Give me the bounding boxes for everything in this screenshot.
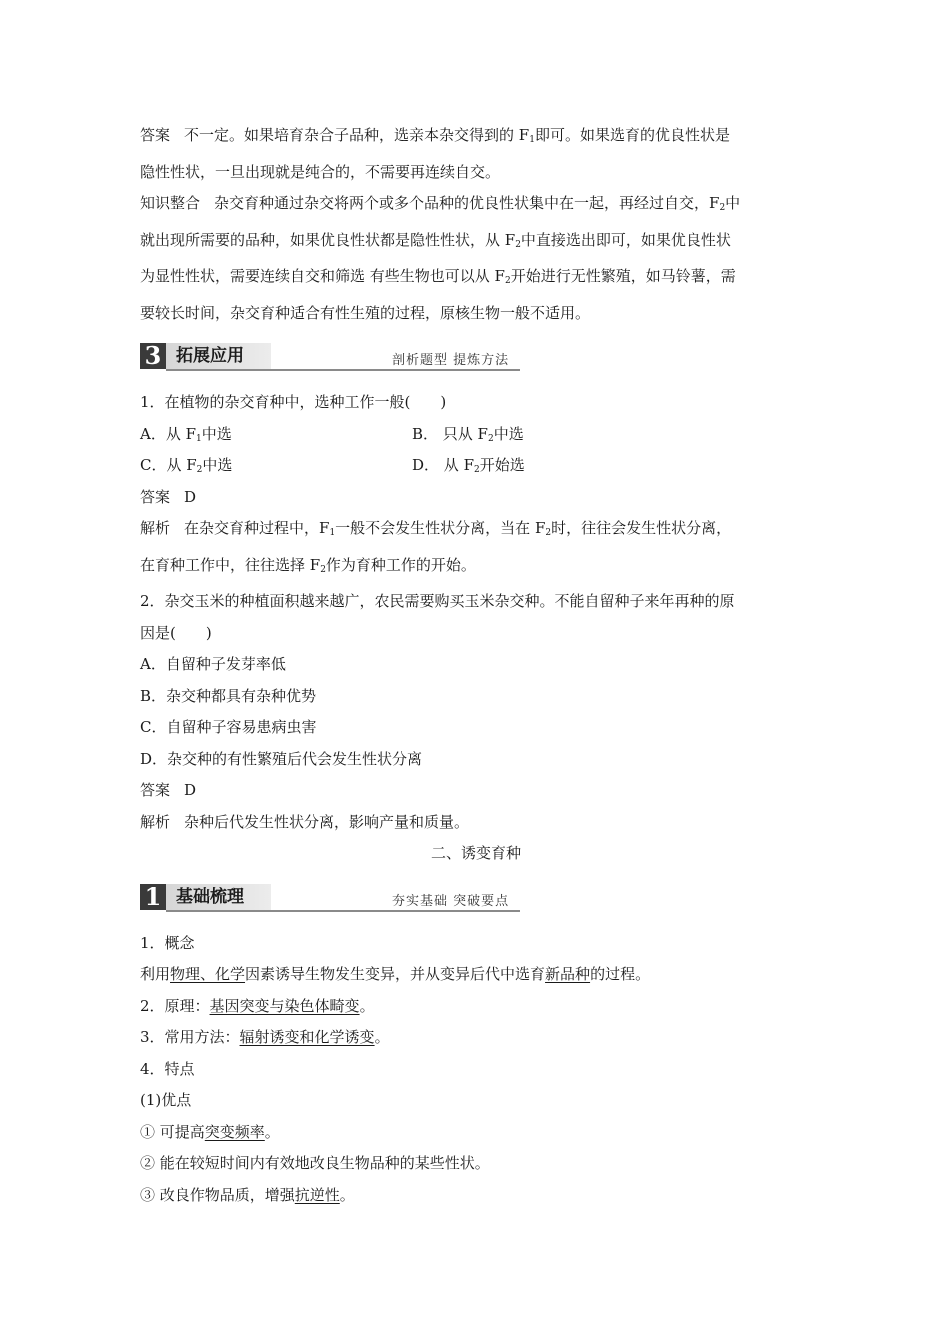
knowledge-paragraph-line1: 知识整合 杂交育种通过杂交将两个或多个品种的优良性状集中在一起，再经过自交，$F_2$中 [140,194,741,213]
banner-number: 3 [140,343,166,369]
basics-concept: 利用物理、化学因素诱导生物发生变异，并从变异后代中选育新品种的过程。 [140,965,651,983]
underlined-term: 抗逆性 [294,1185,340,1204]
banner-title: 基础梳理 [176,886,244,907]
banner-rule [166,369,520,371]
underlined-term: 物理、化学 [170,965,246,983]
underlined-term: 辐射诱变和化学诱变 [239,1028,375,1046]
section-banner-extension [140,339,812,379]
knowledge-paragraph-line2: 就出现所需要的品种，如果优良性状都是隐性性状，从 $F_2$中直接选出即可，如果优良性状 [140,230,731,250]
question-2-option-b: B．杂交种都具有杂种优势 [140,686,317,705]
banner-rule [166,910,520,912]
banner-subtitle: 夯实基础 突破要点 [392,893,510,909]
question-2-option-a: A．自留种子发芽率低 [140,655,286,673]
basics-methods: 3．常用方法：辐射诱变和化学诱变。 [140,1028,390,1046]
question-2-answer: 答案 D [140,781,197,799]
banner-number: 1 [140,884,166,910]
question-1-options-row2 [140,450,812,482]
basics-point-2: ② 能在较短时间内有效地改良生物品种的某些性状。 [140,1154,490,1172]
question-2-analysis: 解析 杂种后代发生性状分离，影响产量和质量。 [140,812,470,831]
document-page [140,120,812,1211]
question-1-option-d: D． 从 $F_2$开始选 [412,456,525,475]
banner-subtitle: 剖析题型 提炼方法 [392,353,510,368]
underlined-term: 基因突变与染色体畸变 [209,996,360,1015]
banner-title: 拓展应用 [176,346,244,366]
knowledge-paragraph-line3: 为显性性状，需要连续自交和筛选 有些生物也可以从 $F_2$开始进行无性繁殖，如马铃薯，需 [140,267,736,286]
question-1-analysis-line1: 解析 在杂交育种过程中，$F_1$一般不会发生性状分离，当在 $F_2$时，往往会发生性状分离， [140,519,732,538]
question-1-answer: 答案 D [140,487,197,506]
question-1-option-a: A．从 $F_1$中选 [140,424,232,444]
knowledge-label: 知识整合 [140,194,201,212]
basics-advantages-heading: (1)优点 [140,1091,192,1109]
answer-label: 答案 [140,126,171,144]
basics-point-1: ① 可提高突变频率。 [140,1122,280,1141]
question-2-stem-line1: 2．杂交玉米的种植面积越来越广，农民需要购买玉米杂交种。不能自留种子来年再种的原 [140,592,735,610]
underlined-term: 突变频率 [204,1122,265,1141]
basics-point-3: ③ 改良作物品质，增强抗逆性。 [140,1185,355,1204]
question-1-analysis-line2: 在育种工作中，往往选择 $F_2$作为育种工作的开始。 [140,555,476,575]
question-1-options-row1 [140,419,812,451]
question-2-option-c: C．自留种子容易患病虫害 [140,718,317,736]
question-1-option-c: C．从 $F_2$中选 [140,456,233,475]
basics-heading-1: 1．概念 [140,933,195,952]
answer-paragraph-line2: 隐性性状，一旦出现就是纯合的，不需要再连续自交。 [140,162,501,181]
question-2-stem-line2: 因是( ) [140,623,212,642]
section-title: 二、诱变育种 [430,844,521,862]
question-2-option-d: D．杂交种的有性繁殖后代会发生性状分离 [140,749,423,768]
answer-paragraph-line1: 答案 不一定。如果培育杂合子品种，选亲本杂交得到的 $F_1$即可。如果选育的优良性状是 [140,126,730,145]
basics-principle: 2．原理：基因突变与染色体畸变。 [140,996,375,1015]
question-1-option-b: B． 只从 $F_2$中选 [412,424,524,444]
section-banner-basics [140,880,812,920]
knowledge-paragraph-line4: 要较长时间，杂交育种适合有性生殖的过程，原核生物一般不适用。 [140,303,591,322]
question-1-stem: 1．在植物的杂交育种中，选种工作一般( ) [140,393,447,411]
basics-heading-4: 4．特点 [140,1059,195,1078]
underlined-term: 新品种 [545,965,591,983]
